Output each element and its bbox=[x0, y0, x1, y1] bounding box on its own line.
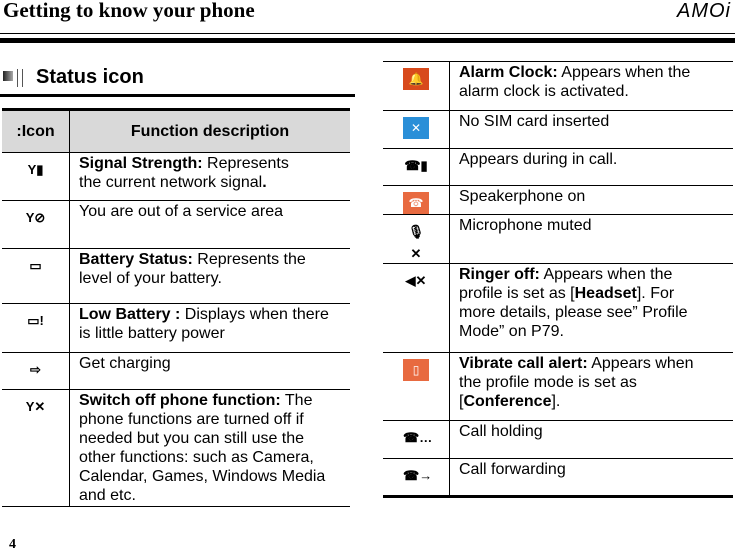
description-cell bbox=[70, 201, 351, 249]
description-cell bbox=[70, 249, 351, 304]
description-cell bbox=[450, 215, 734, 264]
description-cell bbox=[70, 390, 351, 507]
microphone-muted-icon: 🎙✕ bbox=[407, 224, 425, 261]
icon-cell bbox=[2, 201, 70, 249]
description-bold: Battery Status: bbox=[79, 251, 193, 268]
description-text: Appears when the profile is set as [ bbox=[459, 266, 673, 302]
description-text: Appears during in call. bbox=[459, 151, 618, 168]
description-bold: . bbox=[262, 174, 267, 191]
description-text: You are out of a service area bbox=[79, 203, 283, 220]
icon-cell bbox=[383, 149, 450, 186]
icon-cell bbox=[2, 390, 70, 507]
in-call-icon: ☎▮ bbox=[404, 158, 428, 173]
description-text: Get charging bbox=[79, 355, 171, 372]
table-row bbox=[2, 201, 350, 249]
icon-cell bbox=[383, 111, 450, 149]
page-header-title: Getting to know your phone bbox=[3, 0, 255, 22]
description-bold: Conference bbox=[463, 393, 552, 410]
description-text: Speakerphone on bbox=[459, 188, 586, 205]
icon-cell bbox=[2, 153, 70, 201]
description-text: ]. bbox=[551, 393, 561, 410]
section-title: Status icon bbox=[36, 66, 144, 88]
icon-cell bbox=[383, 186, 450, 215]
icon-cell bbox=[2, 249, 70, 304]
icon-cell bbox=[383, 459, 450, 497]
table-row bbox=[2, 153, 350, 201]
description-text: Call holding bbox=[459, 423, 543, 440]
icon-cell bbox=[2, 304, 70, 353]
table-row bbox=[2, 353, 350, 390]
header-rule-thick bbox=[0, 38, 735, 43]
description-cell bbox=[450, 459, 734, 497]
icon-cell bbox=[2, 353, 70, 390]
icon-cell bbox=[383, 215, 450, 264]
section-bullet-icon bbox=[3, 69, 23, 87]
section-rule bbox=[0, 94, 355, 97]
table-row bbox=[383, 111, 733, 149]
table-row bbox=[383, 459, 733, 497]
signal-strength-icon: Y▮ bbox=[27, 162, 44, 177]
no-sim-icon: ✕ bbox=[403, 117, 429, 139]
description-bold: Ringer off: bbox=[459, 266, 540, 283]
icon-cell bbox=[383, 421, 450, 459]
description-cell bbox=[450, 186, 734, 215]
table-row bbox=[383, 353, 733, 421]
status-icon-table-left bbox=[2, 108, 350, 507]
section-heading bbox=[3, 66, 144, 89]
description-text: No SIM card inserted bbox=[459, 113, 610, 130]
call-forwarding-icon: ☎→ bbox=[403, 468, 433, 483]
description-cell bbox=[450, 264, 734, 353]
ringer-off-icon: ◀✕ bbox=[405, 273, 427, 288]
description-bold: Signal Strength: bbox=[79, 155, 203, 172]
table-row bbox=[2, 249, 350, 304]
description-cell bbox=[450, 421, 734, 459]
table-row bbox=[2, 390, 350, 507]
table-row bbox=[383, 62, 733, 111]
description-cell bbox=[450, 111, 734, 149]
description-bold: Vibrate call alert: bbox=[459, 355, 588, 372]
page-number: 4 bbox=[9, 537, 16, 552]
table-row bbox=[383, 149, 733, 186]
description-bold: Headset bbox=[574, 285, 637, 302]
phone-off-icon: Y✕ bbox=[25, 399, 46, 414]
icon-cell bbox=[383, 353, 450, 421]
icon-cell bbox=[383, 264, 450, 353]
description-bold: Low Battery : bbox=[79, 306, 181, 323]
description-text: The phone functions are turned off if needed but you can still use the other functions: such as Camera, Calendar, Games, Windows Media and etc. bbox=[79, 392, 326, 504]
table-row bbox=[2, 304, 350, 353]
description-text: Microphone muted bbox=[459, 217, 592, 234]
description-text: Represents the current network signal bbox=[79, 155, 289, 191]
battery-icon: ▭ bbox=[29, 258, 42, 273]
amoi-logo: AMOi bbox=[677, 0, 731, 22]
table-row bbox=[383, 186, 733, 215]
description-cell bbox=[450, 62, 734, 111]
description-text: Appears when the alarm clock is activated. bbox=[459, 64, 691, 100]
description-text: Displays when there is little battery power bbox=[79, 306, 329, 342]
alarm-clock-icon: 🔔 bbox=[403, 68, 429, 90]
column-header-description: Function description bbox=[70, 110, 351, 153]
icon-cell bbox=[383, 62, 450, 111]
call-holding-icon: ☎… bbox=[403, 430, 433, 445]
column-header-icon: :Icon bbox=[2, 110, 70, 153]
description-text: Call forwarding bbox=[459, 461, 566, 478]
charging-icon: ⇨ bbox=[30, 362, 41, 377]
table-row bbox=[383, 421, 733, 459]
vibrate-icon: ▯ bbox=[403, 359, 429, 381]
status-icon-table-right bbox=[383, 61, 733, 498]
description-cell bbox=[450, 353, 734, 421]
description-cell bbox=[70, 153, 351, 201]
description-bold: Switch off phone function: bbox=[79, 392, 281, 409]
table-row bbox=[383, 264, 733, 353]
description-cell bbox=[450, 149, 734, 186]
description-cell bbox=[70, 304, 351, 353]
out-of-service-icon: Y⊘ bbox=[25, 210, 46, 225]
header-rule bbox=[0, 33, 735, 34]
description-bold: Alarm Clock: bbox=[459, 64, 558, 81]
description-text: ]. For more details, please see” Profile Mode” on P79. bbox=[459, 285, 688, 340]
description-text: Represents the level of your battery. bbox=[79, 251, 306, 287]
speakerphone-icon: ☎ bbox=[403, 192, 429, 214]
description-cell bbox=[70, 353, 351, 390]
description-text: Appears when the profile mode is set as [ bbox=[459, 355, 694, 410]
low-battery-icon: ▭! bbox=[27, 313, 44, 328]
table-row bbox=[383, 215, 733, 264]
